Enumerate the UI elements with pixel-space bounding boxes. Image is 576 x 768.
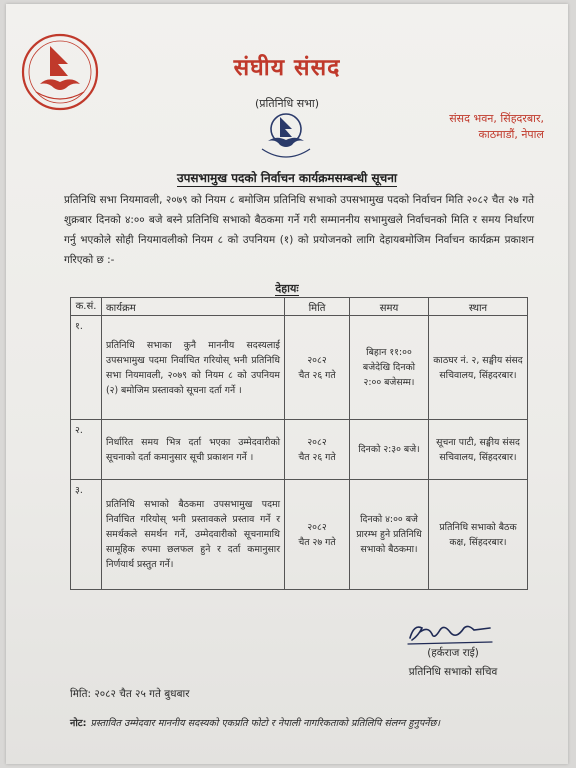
notice-title: [6, 169, 568, 186]
cell-date: [285, 316, 350, 420]
cell-time: दिनको २:३० बजे।: [350, 420, 429, 480]
signatory-designation: प्रतिनिधि सभाको सचिव: [408, 666, 498, 678]
cell-date: [285, 480, 350, 590]
cell-program: निर्धारित समय भित्र दर्ता भएका उम्मेदवारीको सूचनाको दर्ता कमानुसार सूची प्रकाशन गर्ने ।: [102, 420, 285, 480]
note-text: प्रस्तावित उम्मेदवार माननीय सदस्यको एकप्रति फोटो र नेपाली नागरिकताको प्रतिलिपि संलग्न हुनुपर्नेछ।: [90, 718, 440, 729]
address-line-2: काठमाडौं, नेपाल: [478, 128, 544, 141]
table-row: [71, 420, 528, 480]
cell-date-day: चैत २६ गते: [298, 369, 336, 381]
notice-document: [6, 4, 568, 764]
cell-sn: १.: [71, 316, 102, 420]
details-heading: [6, 281, 568, 296]
details-heading-text: देहायः: [275, 282, 299, 295]
cell-place: सूचना पाटी, सङ्घीय संसद सचिवालय, सिंहदरबार।: [429, 420, 528, 480]
table-header-row: [71, 298, 528, 316]
notice-body: प्रतिनिधि सभा नियमावली, २०७९ को नियम ८ बमोजिम प्रतिनिधि सभाको उपसभामुख पदको निर्वाचन मिति २०८२ चैत २७ गते शुक्रबार दिनको ४:०० बजे बस्ने प्रतिनिधि सभाको बैठकमा गर्ने गरी सम्माननीय सभामुखले निर्वाचनको मिति र समय निर्धारण गर्नु भएकोले सोही नियमावलीको नियम ८ को उपनियम (१) को प्रयोजनको लागि देहायबमोजिम निर्वाचन कार्यक्रम प्रकाशन गरिएको छ :-: [64, 194, 534, 266]
page-subtitle: (प्रतिनिधि सभा): [254, 97, 320, 110]
cell-sn: २.: [71, 420, 102, 480]
cell-date: [285, 420, 350, 480]
cell-place: काठघर नं. २, सङ्घीय संसद सचिवालय, सिंहदरबार।: [429, 316, 528, 420]
column-header-place: स्थान: [429, 298, 528, 316]
notice-title-text: उपसभामुख पदको निर्वाचन कार्यक्रमसम्बन्धी सूचना: [177, 171, 397, 185]
address-line-1: संसद भवन, सिंहदरबार,: [449, 112, 544, 125]
table-row: [71, 480, 528, 590]
cell-date-year: २०८२: [307, 354, 327, 366]
cell-date-year: २०८२: [307, 521, 327, 533]
note-label: नोट:: [70, 718, 87, 729]
column-header-program: कार्यक्रम: [102, 298, 285, 316]
cell-sn: ३.: [71, 480, 102, 590]
cell-date-year: २०८२: [307, 436, 327, 448]
cell-date-day: चैत २७ गते: [298, 536, 336, 548]
schedule-table: [70, 297, 528, 590]
cell-place: प्रतिनिधि सभाको बैठक कक्ष, सिंहदरबार।: [429, 480, 528, 590]
column-header-date: मिति: [285, 298, 350, 316]
page-title: संघीय संसद: [233, 55, 341, 81]
issue-date: मिति: २०८२ चैत २५ गते बुधबार: [70, 688, 190, 700]
signatory-block: [378, 644, 528, 682]
signatory-name: (हर्कराज राई): [427, 647, 479, 659]
table-row: [71, 316, 528, 420]
column-header-time: समय: [350, 298, 429, 316]
cell-time: बिहान ११:०० बजेदेखि दिनको २:०० बजेसम्म।: [350, 316, 429, 420]
cell-program: प्रतिनिधि सभाका कुनै माननीय सदस्यलाई उपसभामुख पदमा निर्वाचित गरियोस् भनी प्रतिनिधि सभा नियमावली, २०७९ को नियम ८ को उपनियम (२) बमोजिम प्रस्तावको सूचना दर्ता गर्ने ।: [102, 316, 285, 420]
address-block: [449, 111, 544, 143]
cell-program: प्रतिनिधि सभाको बैठकमा उपसभामुख पदमा निर्वाचित गरियोस् भनी प्रस्तावकले प्रस्ताव गर्ने र समर्थकले समर्थन गर्ने, उम्मेदवारीको सूचनामाथि सामूहिक रुपमा छलफल हुने र दर्ता कमानुसार निर्णयार्थ प्रस्तुत गर्ने।: [102, 480, 285, 590]
footer-note: [70, 716, 550, 729]
cell-date-day: चैत २६ गते: [298, 451, 336, 463]
column-header-sn: क.सं.: [71, 298, 102, 316]
parliament-seal-icon: [254, 105, 318, 163]
cell-time: दिनको ४:०० बजे प्रारम्भ हुने प्रतिनिधि सभाको बैठकमा।: [350, 480, 429, 590]
